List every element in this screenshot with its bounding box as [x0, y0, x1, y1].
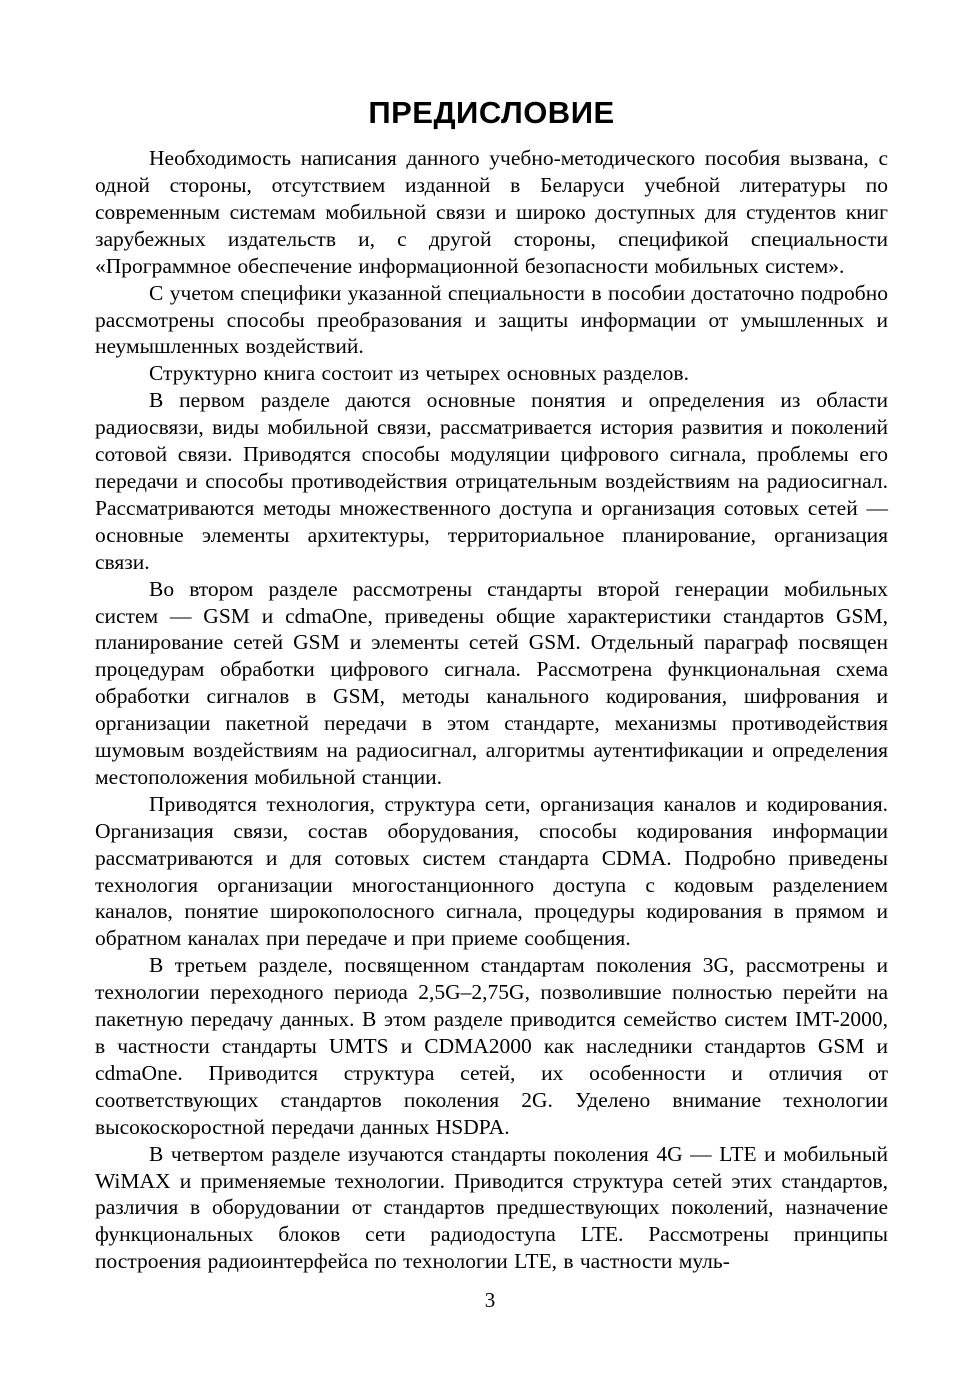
paragraph: В четвертом разделе изучаются стандарты поколения 4G — LTE и мобильный WiMAX и применяемые технологии. Приводится структура сетей этих стандартов, различия в оборудовании от стандартов предшествующих поколений, назначение функциональных блоков сети радиодоступа LTE. Рассмотрены принципы построения радиоинтерфейса по технологии LTE, в частности муль-: [95, 1141, 888, 1274]
paragraph: Структурно книга состоит из четырех основных разделов.: [149, 361, 689, 386]
body-text: [95, 145, 888, 1275]
paragraph: Приводятся технология, структура сети, организация каналов и кодирования. Организация связи, состав оборудования, способы кодирования информации рассматриваются и для сотовых систем стандарта CDMA. Подробно приведены технология организации многостанционного доступа с кодовым разделением каналов, понятие широкополосного сигнала, процедуры кодирования в прямом и обратном каналах при передаче и при приеме сообщения.: [95, 791, 888, 951]
paragraph: В третьем разделе, посвященном стандартам поколения 3G, рассмотрены и технологии переходного периода 2,5G–2,75G, позволившие полностью перейти на пакетную передачу данных. В этом разделе приводится семейство систем IMT-2000, в частности стандарты UMTS и CDMA2000 как наследники стандартов GSM и cdmaOne. Приводится структура сетей, их особенности и отличия от соответствующих стандартов поколения 2G. Уделено внимание технологии высокоскоростной передачи данных HSDPA.: [95, 953, 888, 1139]
page-number: 3: [484, 1288, 496, 1312]
paragraph: Необходимость написания данного учебно-методического пособия вызвана, с одной стороны, отсутствием изданной в Беларуси учебной литературы по современным системам мобильной связи и широко доступных для студентов книг зарубежных издательств и, с другой стороны, спецификой специальности «Программное обеспечение информационной безопасности мобильных систем».: [95, 146, 888, 278]
page-title: ПРЕДИСЛОВИЕ: [368, 95, 615, 130]
paragraph: С учетом специфики указанной специальности в пособии достаточно подробно рассмотрены способы преобразования и защиты информации от умышленных и неумышленных воздействий.: [95, 280, 888, 359]
paragraph: Во втором разделе рассмотрены стандарты второй генерации мобильных систем — GSM и cdmaOne, приведены общие характеристики стандартов GSM, планирование сетей GSM и элементы сетей GSM. Отдельный параграф посвящен процедурам обработки цифрового сигнала. Рассмотрена функциональная схема обработки сигналов в GSM, методы канального кодирования, шифрования и организации пакетной передачи в этом стандарте, механизмы противодействия шумовым воздействиям на радиосигнал, алгоритмы аутентификации и определения местоположения мобильной станции.: [95, 576, 888, 789]
paragraph: В первом разделе даются основные понятия и определения из области радиосвязи, виды мобильной связи, рассматривается история развития и поколений сотовой связи. Приводятся способы модуляции цифрового сигнала, проблемы его передачи и способы противодействия отрицательным воздействиям на радиосигнал. Рассматриваются методы множественного доступа и организация сотовых сетей — основные элементы архитектуры, территориальное планирование, организация связи.: [95, 388, 888, 574]
